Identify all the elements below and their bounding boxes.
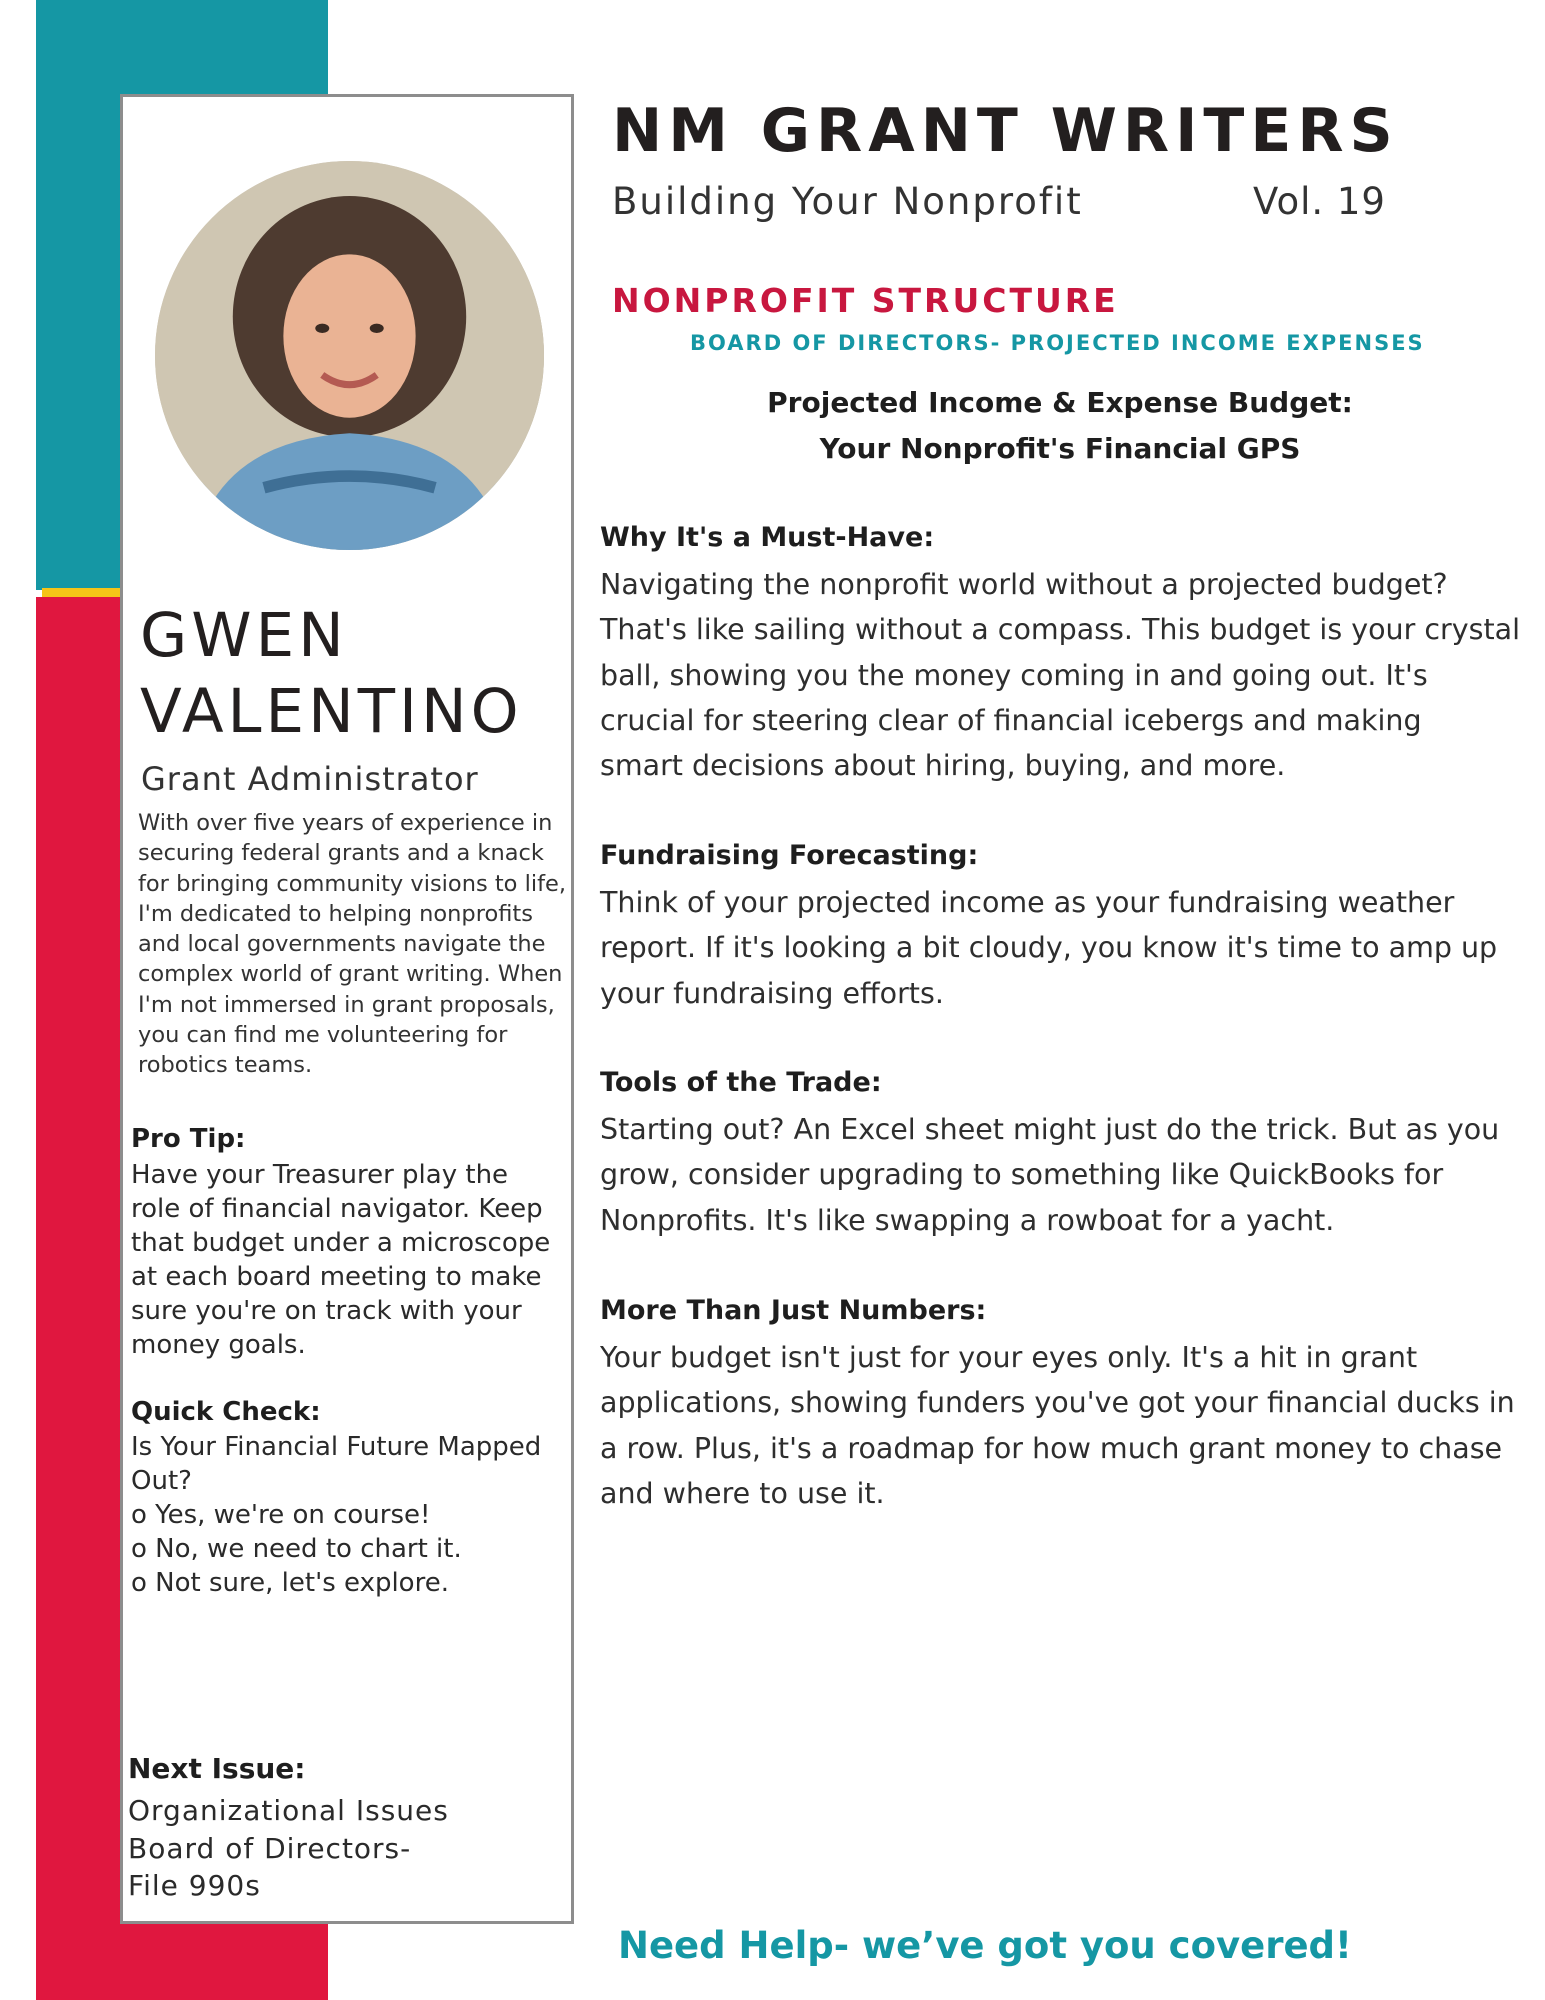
article-line: Your budget isn't just for your eyes only. It's a hit in grant <box>600 1341 1418 1374</box>
pro-tip-line: Have your Treasurer play the <box>131 1160 509 1190</box>
article-line: Starting out? An Excel sheet might just do the trick. But as you <box>600 1113 1500 1146</box>
quick-check-option: o Yes, we're on course! <box>131 1500 431 1530</box>
bio-line: With over five years of experience in <box>138 810 553 836</box>
bio-line: robotics teams. <box>138 1052 313 1079</box>
profile-bio <box>138 808 568 1081</box>
help-call-to-action: Need Help- we’ve got you covered! <box>618 1924 1352 1967</box>
article-body-numbers <box>600 1335 1520 1516</box>
pro-tip-line: sure you're on track with your <box>131 1296 522 1326</box>
quick-check-question: Is Your Financial Future Mapped <box>131 1432 542 1462</box>
section-subtitle: BOARD OF DIRECTORS- PROJECTED INCOME EXPENSES <box>690 331 1425 355</box>
pro-tip-line: at each board meeting to make <box>131 1262 542 1292</box>
article-line: applications, showing funders you've got your financial ducks in <box>600 1386 1515 1420</box>
next-issue-item: File 990s <box>128 1869 261 1902</box>
article-headline <box>600 380 1520 472</box>
pro-tip-line: money goals. <box>131 1330 306 1360</box>
profile-name <box>140 598 570 750</box>
next-issue-list <box>128 1792 449 1905</box>
pro-tip-line: that budget under a microscope <box>131 1228 551 1258</box>
bio-line: I'm not immersed in grant proposals, <box>138 991 555 1018</box>
article-line: smart decisions about hiring, buying, and more. <box>600 749 1286 783</box>
article-body-must-have <box>600 562 1520 788</box>
quick-check-option: o No, we need to chart it. <box>131 1534 462 1564</box>
newsletter-title: NM GRANT WRITERS <box>612 96 1399 166</box>
article-heading-must-have: Why It's a Must-Have: <box>600 522 935 553</box>
next-issue-item: Board of Directors- <box>128 1831 412 1865</box>
article-line: a row. Plus, it's a roadmap for how much grant money to chase <box>600 1431 1503 1465</box>
article-line: That's like sailing without a compass. This budget is your crystal <box>600 613 1521 647</box>
profile-role: Grant Administrator <box>141 760 479 798</box>
article-body-tools <box>600 1107 1520 1243</box>
quick-check-heading: Quick Check: <box>131 1397 321 1427</box>
article-body-fundraising <box>600 880 1520 1016</box>
quick-check-body <box>131 1430 541 1600</box>
bio-line: for bringing community visions to life, <box>138 870 566 897</box>
quick-check-question: Out? <box>131 1466 192 1496</box>
portrait-photo-icon <box>155 161 544 550</box>
bio-line: I'm dedicated to helping nonprofits <box>138 900 533 927</box>
quick-check-option: o Not sure, let's explore. <box>131 1568 449 1598</box>
section-title: NONPROFIT STRUCTURE <box>612 281 1119 320</box>
yellow-accent-bar <box>42 588 122 597</box>
article-heading-tools: Tools of the Trade: <box>600 1067 882 1098</box>
article-line: report. If it's looking a bit cloudy, you know it's time to amp up <box>600 931 1498 965</box>
next-issue-item: Organizational Issues <box>128 1794 449 1827</box>
profile-first-name: GWEN <box>140 600 348 671</box>
avatar <box>155 161 544 550</box>
article-line: Nonprofits. It's like swapping a rowboat for a yacht. <box>600 1203 1335 1237</box>
bio-line: you can find me volunteering for <box>138 1022 508 1049</box>
article-line: grow, consider upgrading to something like QuickBooks for <box>600 1158 1444 1192</box>
article-heading-numbers: More Than Just Numbers: <box>600 1295 987 1326</box>
newsletter-subtitle: Building Your Nonprofit <box>612 180 1083 223</box>
article-line: ball, showing you the money coming in and going out. It's <box>600 658 1428 692</box>
headline-line: Your Nonprofit's Financial GPS <box>819 432 1301 465</box>
bio-line: securing federal grants and a knack <box>138 840 544 867</box>
article-line: Navigating the nonprofit world without a projected budget? <box>600 568 1448 601</box>
next-issue-heading: Next Issue: <box>128 1752 306 1785</box>
article-line: crucial for steering clear of financial icebergs and making <box>600 703 1422 737</box>
bio-line: complex world of grant writing. When <box>138 961 563 988</box>
profile-last-name: VALENTINO <box>140 676 523 747</box>
volume-number: Vol. 19 <box>1253 180 1386 223</box>
pro-tip-body <box>131 1158 550 1362</box>
pro-tip-heading: Pro Tip: <box>131 1124 246 1154</box>
pro-tip-line: role of financial navigator. Keep <box>131 1194 543 1224</box>
article-line: your fundraising efforts. <box>600 976 944 1010</box>
headline-line: Projected Income & Expense Budget: <box>767 386 1353 419</box>
article-line: Think of your projected income as your fundraising weather <box>600 886 1455 919</box>
article-line: and where to use it. <box>600 1476 885 1510</box>
bio-line: and local governments navigate the <box>138 931 546 958</box>
article-heading-fundraising: Fundraising Forecasting: <box>600 840 979 871</box>
